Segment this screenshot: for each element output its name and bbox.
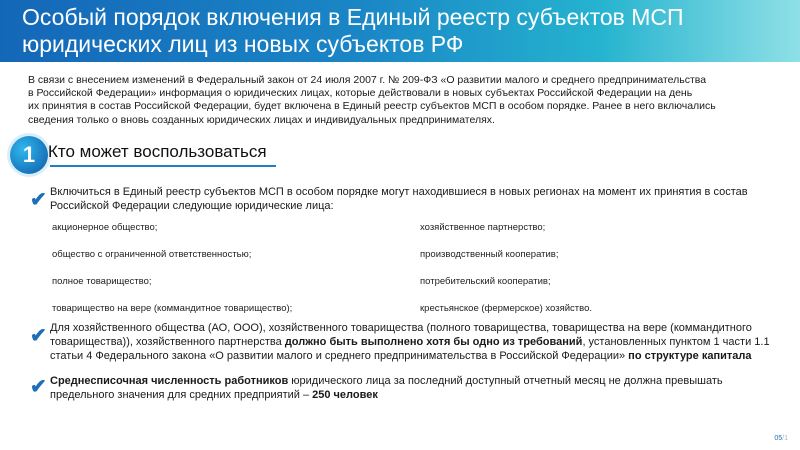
eligibility-text: Включиться в Единый реестр субъектов МСП в особом порядке могут находившиеся в новых регионах на момент их принятия в состав Российской Федерации следующие юридические лица: [50,186,748,212]
headcount-text-part: юридического лица за последний доступный отчетный месяц не должна превышать предельного значения для средних предприятий – [50,375,723,401]
step-label: Кто может воспользоваться [48,142,267,161]
entity-type-item: производственный кооператив; [420,249,559,260]
step-underline [50,165,276,167]
page-number [774,435,788,442]
entity-type-item: акционерное общество; [52,222,158,233]
step-number-badge: 1 [10,136,48,174]
intro-line: сведения только о вновь созданных юридических лицах и индивидуальных предпринимателях. [28,113,495,126]
title-banner [0,0,800,62]
entity-type-item: полное товарищество; [52,276,152,287]
headcount-emphasis: Среднесписочная численность работников [50,375,289,387]
capital-requirement-text [50,321,785,363]
step-heading [10,136,510,176]
capital-emphasis: должно быть выполнено хотя бы одно из требований [284,336,583,348]
checkmark-icon: ✔ [30,376,47,398]
intro-line: в Российской Федерации» информация о юридических лицах, которые действовали в новых субъектах Российской Федерации на день [28,87,693,100]
page-number-suffix: /1 [782,435,788,442]
page-number-value: 05 [774,435,783,442]
entity-type-item: потребительский кооператив; [420,276,551,287]
intro-text [28,74,778,127]
headcount-limit: 250 человек [312,389,378,401]
checkmark-icon: ✔ [30,325,47,347]
entity-type-item: хозяйственное партнерство; [420,222,546,233]
checkmark-icon: ✔ [30,189,47,211]
intro-line: их принятия в состав Российской Федерации, будет включена в Единый реестр субъектов МСП в особом порядке. Ранее в него включались [28,100,716,113]
page-title: Особый порядок включения в Единый реестр субъектов МСП юридических лиц из новых субъектов РФ [22,4,684,57]
entity-type-item: товарищество на вере (коммандитное товарищество); [52,303,293,314]
entity-type-item: крестьянское (фермерское) хозяйство. [420,303,593,314]
capital-structure-emphasis: по структуре капитала [628,350,752,362]
intro-line: В связи с внесением изменений в Федеральный закон от 24 июля 2007 г. № 209-ФЗ «О развитии малого и среднего предпринимательства [28,74,707,86]
capital-text-part: , установленных пунктом 1 части 1.1 статьи 4 Федерального закона «О развитии малого и среднего предпринимательства в Российской Федерации» [50,336,770,362]
capital-text-part: Для хозяйственного общества (АО, ООО), хозяйственного товарищества (полного товарищества, товарищества на вере (коммандитного товарищества)), хозяйственного партнерства [50,322,752,348]
headcount-requirement-text [50,374,770,402]
entity-type-item: общество с ограниченной ответственностью; [52,249,252,260]
